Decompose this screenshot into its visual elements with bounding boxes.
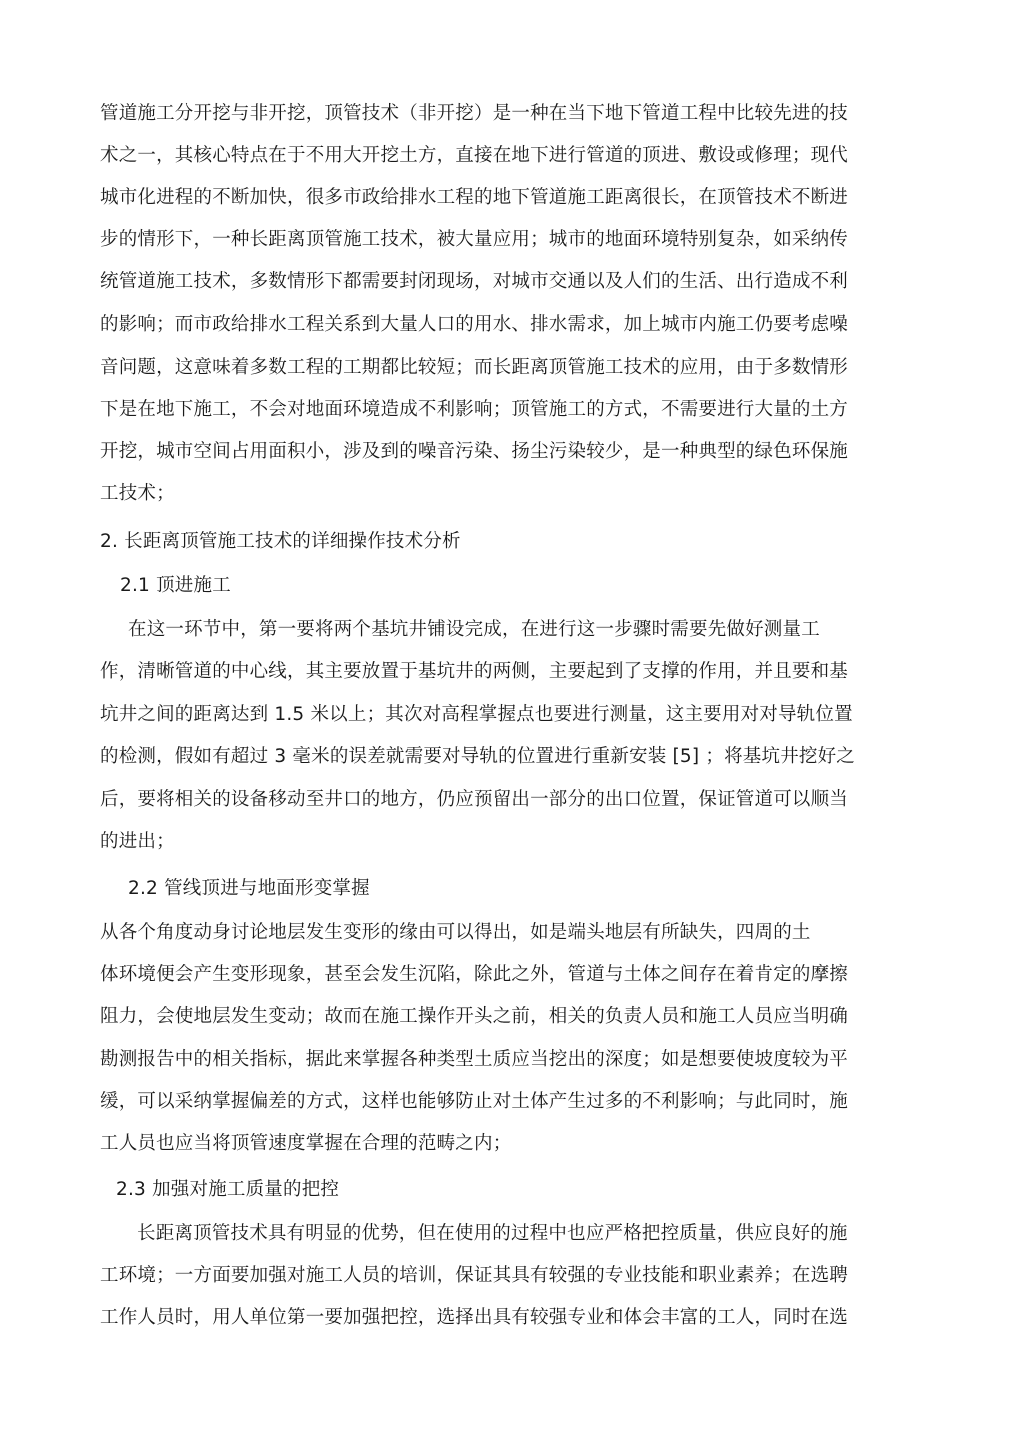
text-line: 工技术； bbox=[100, 483, 175, 504]
text-line: 管道施工分开挖与非开挖，顶管技术（非开挖）是一种在当下地下管道工程中比较先进的技 bbox=[100, 103, 849, 124]
text-line: 城市化进程的不断加快，很多市政给排水工程的地下管道施工距离很长，在顶管技术不断进 bbox=[100, 187, 849, 208]
text-line: 勘测报告中的相关指标，据此来掌握各种类型土质应当挖出的深度；如是想要使坡度较为平 bbox=[100, 1049, 849, 1070]
text-line: 的影响；而市政给排水工程关系到大量人口的用水、排水需求，加上城市内施工仍要考虑噪 bbox=[100, 314, 849, 335]
text-line: 音问题，这意味着多数工程的工期都比较短；而长距离顶管施工技术的应用，由于多数情形 bbox=[100, 357, 849, 378]
text-line: 作，清晰管道的中心线，其主要放置于基坑井的两侧，主要起到了支撑的作用，并且要和基 bbox=[100, 661, 849, 682]
text-line: 从各个角度动身讨论地层发生变形的缘由可以得出，如是端头地层有所缺失，四周的土 bbox=[100, 922, 811, 943]
text-line: 的检测，假如有超过 3 毫米的误差就需要对导轨的位置进行重新安装 [5] ；将基坑井挖好之 bbox=[100, 746, 856, 767]
subsection-heading: 2.2 管线顶进与地面形变掌握 bbox=[128, 878, 370, 899]
text-line: 坑井之间的距离达到 1.5 米以上；其次对高程掌握点也要进行测量，这主要用对对导轨位置 bbox=[100, 704, 853, 725]
text-line: 阻力，会使地层发生变动；故而在施工操作开头之前，相关的负责人员和施工人员应当明确 bbox=[100, 1006, 849, 1027]
subsection-heading: 2.3 加强对施工质量的把控 bbox=[116, 1179, 340, 1200]
text-line: 后，要将相关的设备移动至井口的地方，仍应预留出一部分的出口位置，保证管道可以顺当 bbox=[100, 789, 849, 810]
text-line: 术之一，其核心特点在于不用大开挖土方，直接在地下进行管道的顶进、敷设或修理；现代 bbox=[100, 145, 849, 166]
text-line: 的进出； bbox=[100, 831, 175, 852]
section-heading: 2. 长距离顶管施工技术的详细操作技术分析 bbox=[100, 531, 461, 552]
text-line: 下是在地下施工，不会对地面环境造成不利影响；顶管施工的方式，不需要进行大量的土方 bbox=[100, 399, 849, 420]
text-line: 工作人员时，用人单位第一要加强把控，选择出具有较强专业和体会丰富的工人，同时在选 bbox=[100, 1307, 849, 1328]
text-line: 工人员也应当将顶管速度掌握在合理的范畴之内； bbox=[100, 1133, 512, 1154]
text-line: 体环境便会产生变形现象，甚至会发生沉陷，除此之外，管道与土体之间存在着肯定的摩擦 bbox=[100, 964, 849, 985]
subsection-heading: 2.1 顶进施工 bbox=[120, 575, 231, 596]
text-line: 在这一环节中，第一要将两个基坑井铺设完成，在进行这一步骤时需要先做好测量工 bbox=[128, 619, 820, 640]
text-line: 长距离顶管技术具有明显的优势，但在使用的过程中也应严格把控质量，供应良好的施 bbox=[137, 1223, 848, 1244]
text-line: 缓，可以采纳掌握偏差的方式，这样也能够防止对土体产生过多的不利影响；与此同时，施 bbox=[100, 1091, 849, 1112]
text-line: 开挖，城市空间占用面积小，涉及到的噪音污染、扬尘污染较少，是一种典型的绿色环保施 bbox=[100, 441, 849, 462]
text-line: 工环境；一方面要加强对施工人员的培训，保证其具有较强的专业技能和职业素养；在选聘 bbox=[100, 1265, 849, 1286]
text-line: 步的情形下，一种长距离顶管施工技术，被大量应用；城市的地面环境特别复杂，如采纳传 bbox=[100, 229, 849, 250]
text-line: 统管道施工技术，多数情形下都需要封闭现场，对城市交通以及人们的生活、出行造成不利 bbox=[100, 271, 849, 292]
